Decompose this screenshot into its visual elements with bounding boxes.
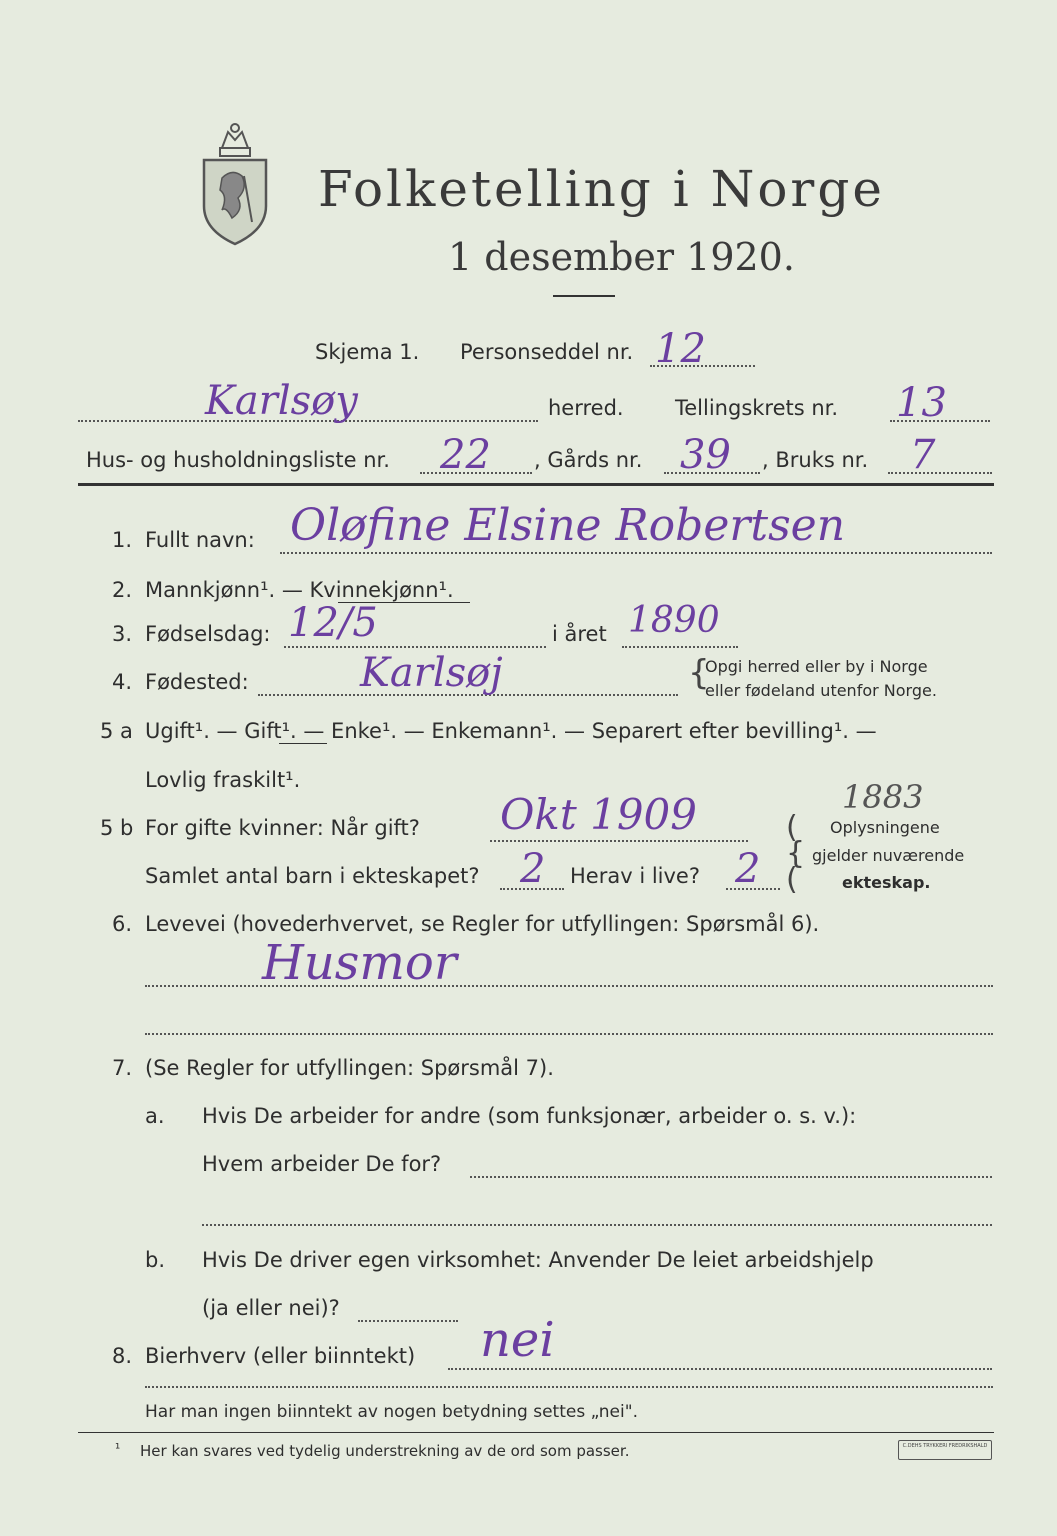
q4-label: Fødested: — [145, 670, 249, 694]
herred-value: Karlsøy — [205, 378, 358, 424]
q2-number: 2. — [112, 578, 133, 602]
q4-brace: { — [688, 653, 710, 693]
q5b-barn-label: Samlet antal barn i ekteskapet? — [145, 864, 480, 888]
q6-value: Husmor — [262, 935, 457, 991]
q5a-underline — [279, 743, 327, 744]
personseddel-label: Personseddel nr. — [460, 340, 634, 364]
header-rule — [78, 483, 994, 486]
q8-line — [448, 1368, 992, 1370]
gards-value: 39 — [680, 432, 731, 478]
q8-line-2 — [145, 1386, 993, 1388]
q7-label: (Se Regler for utfyllingen: Spørsmål 7). — [145, 1056, 554, 1080]
personseddel-value: 12 — [655, 326, 706, 372]
q3-line — [284, 646, 546, 648]
q7b-line — [358, 1320, 458, 1322]
hus-value: 22 — [440, 432, 491, 478]
q7a-line-1 — [470, 1176, 992, 1178]
q5b-live-label: Herav i live? — [570, 864, 700, 888]
q4-value: Karlsøj — [360, 650, 503, 696]
tellingskrets-value: 13 — [896, 380, 947, 426]
q5a-number: 5 a — [100, 719, 133, 743]
q5a-line1: Ugift¹. — Gift¹. — Enke¹. — Enkemann¹. — Separert efter bevilling¹. — — [145, 719, 877, 743]
q3-year-label: i året — [552, 622, 607, 646]
printer-stamp-text: C.DEHS TRYKKERI FREDRIKSHALD — [902, 1443, 988, 1449]
footnote-text: Her kan svares ved tydelig understrekning av de ord som passer. — [140, 1442, 630, 1460]
q3-year-value: 1890 — [628, 600, 720, 641]
q2-label: Mannkjønn¹. — Kvinnekjønn¹. — [145, 578, 454, 602]
q5b-label: For gifte kvinner: Når gift? — [145, 816, 420, 840]
printer-stamp — [898, 1440, 992, 1460]
q5b-pencil-note: 1883 — [842, 778, 924, 816]
q8-value: nei — [480, 1312, 555, 1368]
q1-value: Oløfine Elsine Robertsen — [290, 500, 846, 551]
q1-label: Fullt navn: — [145, 528, 255, 552]
footer-note: Har man ingen biinntekt av nogen betydning settes „nei". — [145, 1402, 638, 1422]
q7b-question: (ja eller nei)? — [202, 1296, 340, 1320]
form-title: Folketelling i Norge — [318, 160, 885, 218]
q6-line-2 — [145, 1033, 993, 1035]
herred-label: herred. — [548, 396, 624, 420]
q4-number: 4. — [112, 670, 133, 694]
q3-label: Fødselsdag: — [145, 622, 271, 646]
q5b-note-2: gjelder nuværende — [812, 846, 965, 865]
gards-label: , Gårds nr. — [534, 448, 643, 472]
footer-rule — [78, 1432, 994, 1433]
q7b-letter: b. — [145, 1248, 166, 1272]
q5b-brace: ( { ( — [786, 810, 806, 897]
schema-label: Skjema 1. — [315, 340, 420, 364]
q4-note-1: Opgi herred eller by i Norge — [705, 657, 928, 676]
q7a-letter: a. — [145, 1104, 165, 1128]
tellingskrets-label: Tellingskrets nr. — [675, 396, 839, 420]
title-divider — [553, 295, 615, 297]
q3-value: 12/5 — [288, 600, 378, 646]
footnote-mark: ¹ — [115, 1442, 121, 1457]
q7-number: 7. — [112, 1056, 133, 1080]
form-date: 1 desember 1920. — [448, 235, 795, 279]
q6-line-1 — [145, 985, 993, 987]
q8-label: Bierhverv (eller biinntekt) — [145, 1344, 416, 1368]
bruks-line — [888, 472, 992, 474]
q5b-number: 5 b — [100, 816, 134, 840]
bruks-value: 7 — [910, 432, 936, 478]
q5a-line2: Lovlig fraskilt¹. — [145, 768, 301, 792]
q6-label: Levevei (hovederhvervet, se Regler for utfyllingen: Spørsmål 6). — [145, 912, 820, 936]
q5b-note-1: Oplysningene — [830, 818, 940, 837]
q3-number: 3. — [112, 622, 133, 646]
q7a-label: Hvis De arbeider for andre (som funksjonær, arbeider o. s. v.): — [202, 1104, 857, 1128]
q3-year-line — [622, 646, 738, 648]
q1-line — [280, 552, 992, 554]
q5b-note-3: ekteskap. — [842, 873, 931, 892]
q8-number: 8. — [112, 1344, 133, 1368]
q7b-label: Hvis De driver egen virksomhet: Anvender De leiet arbeidshjelp — [202, 1248, 874, 1272]
q5b-line — [490, 840, 748, 842]
q4-note-2: eller fødeland utenfor Norge. — [705, 681, 937, 700]
q6-number: 6. — [112, 912, 133, 936]
q7a-question: Hvem arbeider De for? — [202, 1152, 442, 1176]
coat-of-arms-icon — [192, 118, 278, 248]
q5b-live-value: 2 — [735, 846, 761, 892]
q5b-barn-value: 2 — [520, 846, 546, 892]
bruks-label: , Bruks nr. — [762, 448, 869, 472]
q1-number: 1. — [112, 528, 133, 552]
q7a-line-2 — [202, 1224, 992, 1226]
hus-label: Hus- og husholdningsliste nr. — [86, 448, 390, 472]
q5b-value: Okt 1909 — [500, 790, 697, 839]
